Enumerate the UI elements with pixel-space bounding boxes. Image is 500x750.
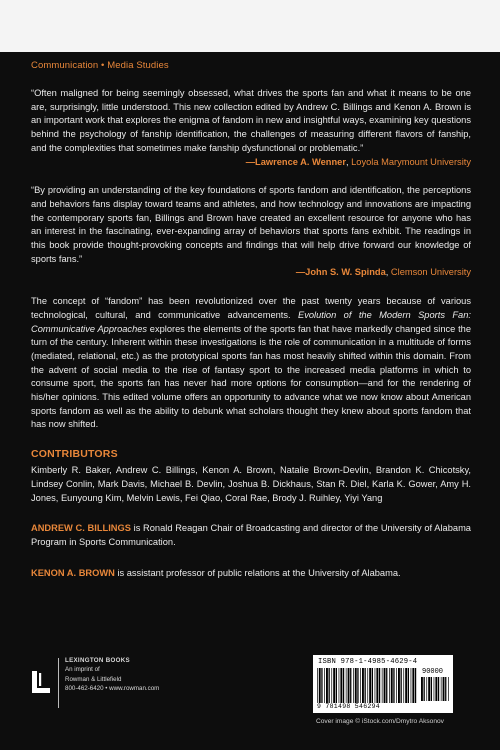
quote-author: —Lawrence A. Wenner bbox=[245, 156, 346, 167]
blurb-quote-1 bbox=[31, 87, 471, 169]
quote-affiliation: Clemson University bbox=[390, 267, 471, 278]
book-title: Evolution of the Modern Sports Fan: Communicative Approaches bbox=[31, 309, 471, 334]
publisher-name: LEXINGTON BOOKS bbox=[65, 657, 130, 664]
cover-credit: Cover image © iStock.com/Dmytro Aksonov bbox=[316, 718, 444, 725]
publisher-contact: 800-462-6420 • www.rowman.com bbox=[65, 685, 160, 693]
top-band bbox=[0, 0, 500, 52]
isbn-barcode bbox=[313, 655, 453, 713]
barcode-digits: 9 781498 546294 bbox=[317, 703, 381, 710]
editor-name: ANDREW C. BILLINGS bbox=[31, 523, 131, 534]
quote-text: “Often maligned for being seemingly obsessed, what drives the sports fan and what it means to be one are, surprisingly, little understood. This new collection edited by Andrew C. Billings and Kenon A. Brown is an important work that explores the enigma of fandom in new and insightful ways, examining key questions behind the psychology of fanship identification, the challenges of measuring different flavors of fanship, and the complexities that sometimes make fanship dysfunctional or problematic.” bbox=[31, 88, 471, 153]
quote-attribution: —Lawrence A. Wenner, Loyola Marymount University bbox=[245, 156, 471, 167]
quote-attribution: —John S. W. Spinda, Clemson University bbox=[295, 267, 471, 278]
editor-name: KENON A. BROWN bbox=[31, 567, 115, 578]
publisher-divider bbox=[58, 658, 59, 708]
contributors-heading: CONTRIBUTORS bbox=[31, 448, 118, 461]
back-cover-content bbox=[31, 60, 471, 597]
isbn-number: ISBN 978-1-4985-4629-4 bbox=[318, 658, 418, 666]
editor-bio-2 bbox=[31, 567, 471, 581]
quote-text: “By providing an understanding of the key foundations of sports fandom and identification, the perceptions and behaviors fans display toward teams and athletes, and how technology and innovations are impacting the contemporary sports fan, Billings and Brown have created an excellent resource for anyone who has an interest in the fascinating, ever-expanding array of behaviors that sports fans exhibit. The readings in this book provide thought-provoking concepts and findings that will help drive forward our knowledge of sports fans.” bbox=[31, 185, 471, 264]
publisher-block bbox=[31, 656, 231, 706]
publisher-text bbox=[65, 656, 159, 694]
barcode-price-code: 90000 bbox=[422, 668, 444, 676]
editor-bio-1 bbox=[31, 522, 471, 549]
publisher-parent: Rowman & Littlefield bbox=[65, 675, 122, 683]
quote-affiliation: Loyola Marymount University bbox=[351, 156, 471, 167]
editor-bio-text: is Ronald Reagan Chair of Broadcasting and director of the University of Alabama Program in Sports Communication. bbox=[31, 523, 471, 547]
contributors-list: Kimberly R. Baker, Andrew C. Billings, Kenon A. Brown, Natalie Brown-Devlin, Brandon K. Chicotsky, Lindsey Conlin, Mark Davis, Michael B. Devlin, Joshua B. Dickhaus, Stan R. Diel, Karla K. Gower, Amy H. Jones, Eunyoung Kim, Melvin Lewis, Fei Qiao, Coral Rae, Brody J. Ruihley, Yiyi Yang bbox=[31, 465, 471, 503]
editor-bio-text: is assistant professor of public relations at the University of Alabama. bbox=[114, 567, 401, 578]
category-label: Communication • Media Studies bbox=[31, 60, 169, 71]
barcode-addon-icon bbox=[421, 677, 449, 701]
description-part-1: The concept of “fandom” has been revolutionized over the past twenty years because of various technological, cultural, and communicative advancements. bbox=[31, 296, 471, 320]
quote-author: —John S. W. Spinda bbox=[295, 267, 386, 278]
barcode-main-icon bbox=[317, 668, 417, 703]
description-part-2: explores the elements of the sports fan that have markedly changed since the turn of the century. Inherent within these investigations is the role of communication in a multitude of forms (mediated, relational, etc.) as the prototypical sports fan has most heavily shifted within this domain. From the advent of social media to the rise of fantasy sport to the increased media platforms in which to consume sport, the sports fan has never had more options for consumption—and for the rendering of his/her opinions. This edited volume offers an opportunity to advance what we now know about American sports fandom as well as the ability to debunk what scholars thought they knew about sports fandom that has now shifted. bbox=[31, 323, 472, 430]
blurb-quote-2 bbox=[31, 184, 471, 280]
publisher-logo-icon bbox=[31, 670, 53, 696]
book-description bbox=[31, 295, 471, 432]
publisher-imprint-line: An imprint of bbox=[65, 666, 100, 674]
